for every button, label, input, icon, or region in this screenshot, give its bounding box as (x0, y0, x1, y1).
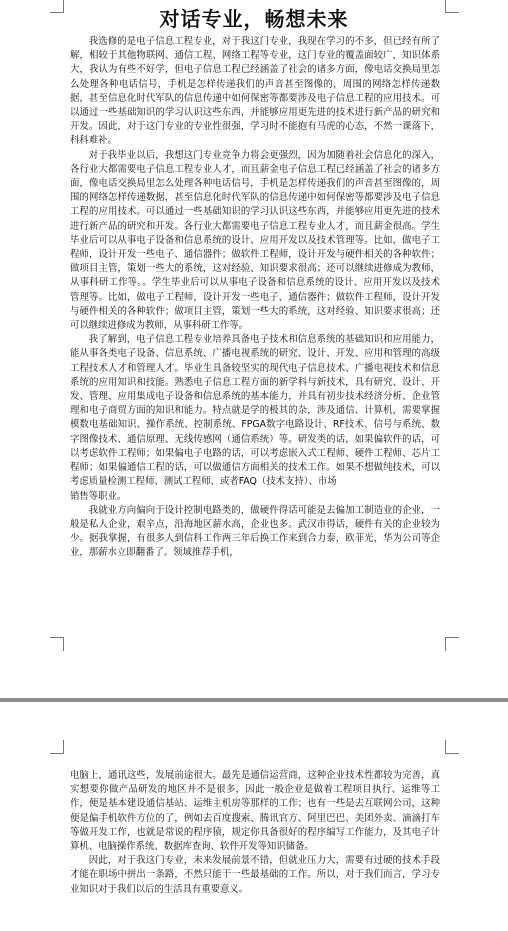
document-title: 对话专业，畅想未来 (159, 7, 349, 31)
corner-mark-top-right (445, 740, 459, 754)
paragraph: 我就业方向偏向于设计控制电路类的，做硬件得话可能是去偏加工制造业的企业，一般是私人企业，艰辛点，沿海地区薪水高，企业也多。武汉市得话，硬件有关的企业较为少。据我掌握，有很多人到信科工作两三年后换工作来到合力泰，欧菲光，华为公司等企业，那薪水立即翻番了。领域推荐手机， (70, 504, 440, 559)
document-body-page-2 (70, 769, 440, 897)
document-body-page-1 (70, 35, 440, 561)
corner-mark-bottom-left (50, 637, 64, 651)
paragraph: 对于我毕业以后，我想这门专业竞争力将会更强烈，因为加随着社会信息化的深入，各行业大都需要电子信息工程专业人才，而且薪金电子信息工程已经涵盖了社会的诸多方面，像电话交换局里怎么处理各种电话信号，手机是怎样传递我们的声音甚至图像的，周围的网络怎样传递数据，甚至信息化时代军队的信息传递中如何保密等都要涉及电子信息工程的应用技术。可以通过一些基础知识的学习认识这些东西，并能够应用更先进的技术进行新产品的研究和开发。各行业大都需要电子信息工程专业人才，而且薪金很高。学生毕业后可以从事电子设备和信息系统的设计、应用开发以及技术管理等。比如，做电子工程师，设计开发一些电子、通信器件；做软件工程师，设计开发与硬件相关的各种软件；做项目主管，策划一些大的系统，这对经验、知识要求很高；还可以继续进修成为教师，从事科研工作等。。学生毕业后可以从事电子设备和信息系统的设计、应用开发以及技术管理等。比如，做电子工程师，设计开发一些电子、通信器件；做软件工程师，设计开发与硬件相关的各种软件；做项目主管，策划一些大的系统，这对经验、知识要求很高；还可以继续进修成为教师，从事科研工作等。 (70, 149, 440, 332)
paragraph: 电脑上，通讯这些，发展前途很大。最先是通信运营商，这种企业技术性都较为完善，真实想要你做产品研发的地区并不是很多，因此一般企业是做着工程项目执行、运维等工作，便是基本建设通信基站、运维主机房等那样的工作；也有一些是去互联网公司，这种便是偏手机软件方位的了，例如去百度搜索、腾讯官方、阿里巴巴、美团外卖、滴滴打车等做开发工作，也就是常说的程序猿，规定你具备很好的程序编写工作能力，及其电子计算机、电脑操作系统、数据库查询、软件开发等知识储备。 (70, 770, 440, 853)
paragraph: 因此，对于我这门专业，未来发展前景不错，但就业压力大，需要有过硬的技术手段才能在职场中拼出一条路，不然只能干一些最基础的工作。所以，对于我们而言，学习专业知识对于我们以后的生活具有重要意义。 (70, 855, 440, 895)
paragraph: 我了解到，电子信息工程专业培养具备电子技术和信息系统的基础知识和应用能力，能从事各类电子设备、信息系统、广播电视系统的研究、设计、开发、应用和管理的高级工程技术人才和管理人才。毕业生具备较坚实的现代电子信息技术、广播电视技术和信息系统的应用知识和技能。熟悉电子信息工程方面的新学科与新技术，具有研究、设计、开发、管理、应用集成电子设备和信息系统的基本能力，并具有初步技术经济分析、企业管理和电子商贸方面的知识和能力。特点就是学的极其的杂，涉及通信、计算机，需要掌握模数电基础知识、操作系统、控制系统、FPGA数字电路设计、RF技术、信号与系统、数字图像技术、通信原理、无线传感网（通信系统）等。研发类的话，如果偏软件的话，可以考虑软件工程师；如果偏电子电路的话，可以考虑嵌入式工程师、硬件工程师、芯片工程师；如果偏通信工程的话，可以做通信方面相关的技术工作。如果不想做纯技术，可以考虑质量检测工程师、测试工程师、或者FAQ（技术支持）、市场 (70, 334, 440, 488)
document-page-2 (0, 702, 508, 931)
corner-mark-bottom-right (445, 637, 459, 651)
paragraph: 我选修的是电子信息工程专业，对于我这门专业，我现在学习的不多，但已经有所了解，相较于其他物联网、通信工程、网络工程等专业，这门专业的覆盖面较广，知识体系大，我认为有些不好学，但电子信息工程已经涵盖了社会的诸多方面，像电话交换局里怎么处理各种电话信号，手机是怎样传递我们的声音甚至图像的，周围的网络怎样传递数据，甚至信息化时代军队的信息传递中如何保密等都要涉及电子信息工程的应用技术。可以通过一些基础知识的学习认识这些东西，并能够应用更先进的技术进行新产品的研究和开发。因此，对于这门专业的专业性很强，学习时不能抱有马虎的心态，不然一课落下，科科难补。 (70, 36, 440, 147)
paragraph: 销售等职业。 (70, 490, 127, 502)
corner-mark-top-left (50, 740, 64, 754)
